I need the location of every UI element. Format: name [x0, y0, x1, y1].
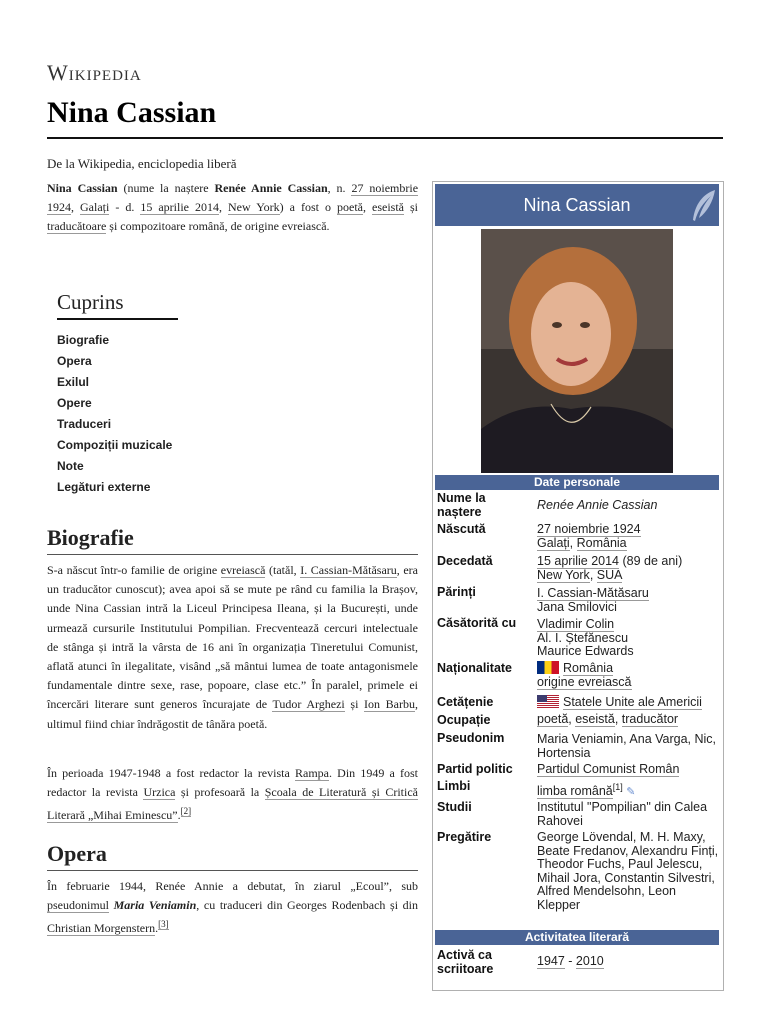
link-arghezi[interactable]: Tudor Arghezi	[272, 697, 345, 712]
title-divider	[47, 137, 723, 139]
toc-item-biografie[interactable]: Biografie	[57, 333, 110, 347]
edit-pencil-icon[interactable]: ✎	[626, 786, 636, 799]
infobox-title-text: Nina Cassian	[523, 195, 631, 215]
label-casatorita: Căsătorită cu	[437, 616, 517, 630]
intro-text: , n.	[327, 181, 352, 195]
link-occupation-3[interactable]: traducător	[621, 712, 679, 726]
body-text: În februarie 1944, Renée Annie a debutat, în ziarul „Ecoul”, sub	[47, 879, 418, 893]
value-nascuta	[537, 523, 721, 550]
label-activa: Activă ca scriitoare	[437, 948, 494, 976]
link-born-place[interactable]: Galați	[537, 535, 570, 550]
biografie-paragraph-2	[47, 764, 418, 826]
infobox-title	[435, 184, 719, 226]
body-text: (tatăl,	[265, 563, 301, 577]
reference-link[interactable]: [2]	[180, 806, 192, 817]
label-cetatenie: Cetățenie	[437, 695, 494, 709]
value-ocupatie: poetă, eseistă, traducător	[537, 712, 679, 726]
link-rampa[interactable]: Rampa	[294, 766, 329, 780]
value-nume-nastere	[537, 499, 721, 513]
body-text: În perioada 1947-1948 a fost redactor la revista	[47, 766, 295, 780]
pseudonym-name: Maria Veniamin	[113, 898, 197, 913]
intro-text: (nume la naștere	[117, 181, 215, 195]
link-urzica[interactable]: Urzica	[143, 785, 176, 800]
parent-mother: Jana Smilovici	[537, 599, 617, 614]
link-origin[interactable]: origine evreiască	[537, 674, 632, 689]
table-of-contents	[57, 290, 178, 498]
link-language[interactable]: limba română	[537, 784, 613, 799]
quill-icon	[689, 188, 717, 224]
site-tagline: De la Wikipedia, enciclopedia liberă	[47, 156, 237, 171]
toc-item-opera[interactable]: Opera	[57, 354, 92, 368]
toc-item-compozitii[interactable]: Compoziții muzicale	[57, 438, 173, 452]
intro-paragraph	[47, 179, 418, 237]
section-header-personal: Date personale	[435, 475, 719, 490]
value-studii: Institutul "Pompilian" din Calea Rahovei	[537, 800, 708, 828]
reference-link[interactable]: [1]	[612, 782, 623, 792]
label-decedata: Decedată	[437, 554, 493, 568]
label-nume-nastere: Nume la naștere	[437, 491, 486, 519]
page-title: Nina Cassian	[47, 96, 217, 129]
label-parinti: Părinți	[437, 585, 476, 599]
link-born-country[interactable]: România	[576, 535, 627, 550]
value-limbi	[537, 781, 721, 800]
label-pseudonim: Pseudonim	[437, 731, 505, 745]
link-new-york[interactable]: New York	[227, 200, 280, 215]
intro-text: ) a fost o	[279, 200, 337, 215]
label-pregatire: Pregătire	[437, 830, 492, 844]
intro-text: ,	[218, 200, 228, 215]
link-occupation-2[interactable]: eseistă	[575, 712, 615, 726]
separator: ,	[589, 567, 597, 582]
separator: -	[564, 954, 576, 968]
intro-name: Nina Cassian	[47, 181, 118, 195]
link-citizenship[interactable]: Statele Unite ale Americii	[563, 695, 702, 709]
section-header-literary: Activitatea literară	[435, 930, 719, 945]
label-ocupatie: Ocupație	[437, 713, 491, 727]
link-death-country[interactable]: SUA	[596, 567, 623, 582]
intro-text: ,	[363, 200, 372, 215]
label-nationalitate: Naționalitate	[437, 661, 513, 675]
reference-link[interactable]: [3]	[158, 919, 169, 930]
value-casatorita	[537, 618, 721, 659]
toc-item-exilul[interactable]: Exilul	[57, 375, 90, 389]
spouse-2: Al. I. Ștefănescu	[537, 630, 629, 645]
section-heading-biografie: Biografie	[47, 525, 418, 555]
toc-item-traduceri[interactable]: Traduceri	[57, 417, 112, 431]
intro-text: și	[404, 200, 419, 215]
body-text: .	[177, 808, 181, 823]
infobox	[432, 181, 724, 991]
portrait-image	[481, 229, 673, 473]
body-text: și profesoară la	[175, 785, 265, 800]
value-partid	[537, 763, 721, 777]
age-text: (89 de ani)	[619, 554, 683, 568]
label-studii: Studii	[437, 800, 472, 814]
intro-text: - d.	[109, 200, 141, 215]
intro-birth-name: Renée Annie Cassian	[214, 181, 328, 195]
birth-name-value: Renée Annie Cassian	[537, 498, 658, 512]
value-decedata	[537, 555, 721, 582]
link-party[interactable]: Partidul Comunist Român	[537, 762, 680, 776]
link-birth-date[interactable]: 27 noiembrie 1924	[47, 181, 419, 215]
link-poeta[interactable]: poetă	[337, 200, 363, 215]
link-active-start[interactable]: 1947	[537, 954, 565, 968]
body-text: , era un traducător cunoscut); avea apoi să se mute pe rând cu familia la Brașov, unde Nina Cassian intră la Liceul Principesa Ileana, și la București, unde urmează cursurile Institutului Pompilian. Frecventează cercuri intelectuale de stânga și intră la vârsta de 16 ani în organizația Tineretului Comunist, aflată atunci în ilegalitate, visând „să mântui lumea de toate antagonismele fundamentale dintre sexe, rase, popoare, clase etc.” În paralel, primele ei încercări literare sunt generos încurajate de	[47, 563, 418, 712]
spouse-3: Maurice Edwards	[537, 644, 634, 659]
body-text: . Din 1949 a fost redactor la revista	[47, 766, 419, 800]
value-nationalitate	[537, 661, 721, 689]
link-scoala[interactable]: Școala de Literatură și Critică Literară „Mihai Eminescu”	[47, 785, 418, 823]
link-pseudonim[interactable]: pseudonimul	[47, 898, 109, 913]
intro-text: și compozitoare română, de origine evreiască.	[106, 219, 330, 234]
romania-flag-icon	[537, 661, 559, 674]
separator: ,	[569, 535, 577, 550]
toc-item-legaturi[interactable]: Legături externe	[57, 480, 151, 494]
link-eseista[interactable]: eseistă	[372, 200, 404, 215]
opera-paragraph-1	[47, 877, 418, 939]
link-parent-father[interactable]: I. Cassian-Mătăsaru	[537, 586, 649, 600]
link-death-date[interactable]: 15 aprilie 2014	[140, 200, 219, 215]
body-text: .	[155, 921, 159, 936]
link-death-date[interactable]: 15 aprilie 2014	[537, 554, 620, 568]
link-occupation-1[interactable]: poetă	[537, 712, 569, 726]
biografie-paragraph-1	[47, 561, 418, 734]
link-born-date[interactable]: 27 noiembrie 1924	[537, 522, 641, 536]
value-pseudonim: Maria Veniamin, Ana Varga, Nic, Hortensia	[537, 732, 717, 760]
value-activa	[537, 955, 721, 969]
link-spouse-1[interactable]: Vladimir Colin	[537, 617, 615, 631]
body-text: și	[344, 697, 365, 712]
link-father[interactable]: I. Cassian-Mătăsaru	[300, 563, 397, 577]
toc-item-opere[interactable]: Opere	[57, 396, 92, 410]
link-active-end[interactable]: 2010	[575, 954, 604, 968]
link-barbu[interactable]: Ion Barbu	[364, 697, 415, 712]
body-text: , cu traduceri din Georges Rodenbach și din	[196, 898, 419, 913]
value-parinti	[537, 587, 721, 614]
link-death-place[interactable]: New York	[537, 567, 590, 582]
label-nascuta: Născută	[437, 522, 486, 536]
portrait-photo	[481, 229, 673, 473]
value-pregatire: George Lövendal, M. H. Maxy, Beate Fredanov, Alexandru Finți, Theodor Fuchs, Paul Jelescu, Mihail Jora, Constantin Silvestri, Alfred Mendelsohn, Leon Klepper	[537, 830, 719, 912]
section-heading-opera: Opera	[47, 841, 418, 871]
wikipedia-logo[interactable]: Wikipedia	[47, 60, 142, 85]
label-limbi: Limbi	[437, 779, 471, 793]
intro-text: ,	[71, 200, 80, 215]
label-partid: Partid politic	[437, 762, 513, 776]
toc-title: Cuprins	[57, 290, 178, 320]
toc-item-note[interactable]: Note	[57, 459, 84, 473]
link-evreiasca[interactable]: evreiască	[220, 563, 266, 577]
usa-flag-icon	[537, 695, 559, 708]
link-nationality[interactable]: România	[563, 661, 614, 675]
body-text: S-a născut într-o familie de origine	[47, 563, 221, 577]
link-morgenstern[interactable]: Christian Morgenstern	[47, 921, 156, 936]
value-cetatenie	[537, 695, 721, 710]
link-traducatoare[interactable]: traducătoare	[47, 219, 107, 234]
toc-list	[57, 330, 178, 498]
link-galati[interactable]: Galați	[80, 200, 110, 215]
body-text: , ultimul fiind chiar îndrăgostit de tânăra poetă.	[47, 697, 418, 731]
